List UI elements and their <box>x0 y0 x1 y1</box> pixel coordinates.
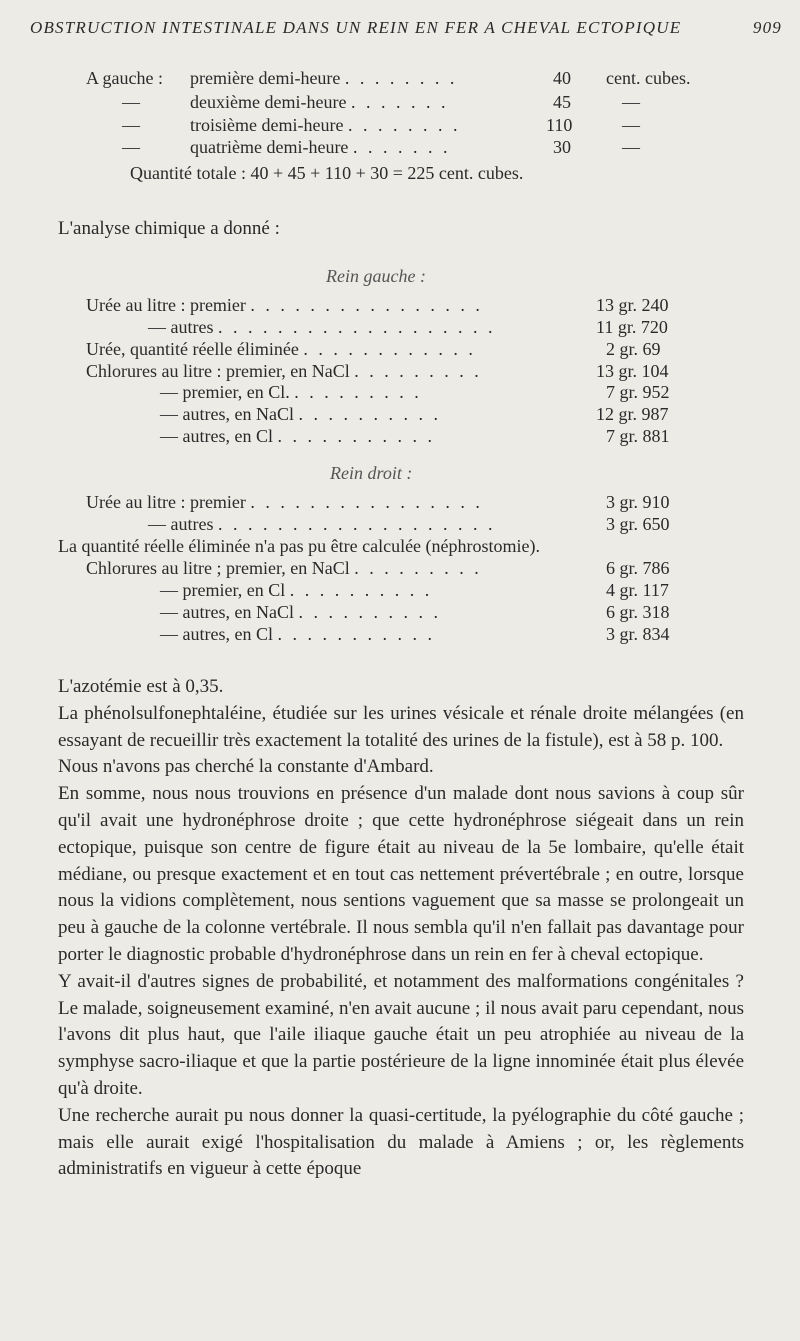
table-row: Urée, quantité réelle éliminée . . . . . . . . . . . . <box>86 339 476 359</box>
volume-label: quatrième demi-heure <box>190 137 349 157</box>
row-value: 7 gr. 881 <box>606 426 670 446</box>
volume-label: première demi-heure <box>190 68 341 88</box>
right-kidney-title: Rein droit : <box>330 463 413 483</box>
volume-value: 110 <box>546 115 573 135</box>
paragraph: Y avait-il d'autres signes de probabilité, et notamment des malformations congénitales ? Le malade, soigneusement examiné, n'en avait aucune ; il nous avait paru cependant, nous l'avons dit plus haut, que l'aile iliaque gauche était un peu atrophiée au niveau de la symphyse sacro-iliaque et que la partie postérieure de la ligne innominée était plus élevée qu'à droite. <box>58 970 744 1099</box>
row-value: 2 gr. 69 <box>606 339 661 359</box>
volume-value: 40 <box>553 68 571 88</box>
table-row: — autres . . . . . . . . . . . . . . . . . . . <box>148 514 496 534</box>
table-row: — autres, en NaCl . . . . . . . . . . <box>160 602 441 622</box>
paragraph: Une recherche aurait pu nous donner la quasi-certitude, la pyélographie du côté gauche ; mais elle aurait exigé l'hospitalisation du malade à Amiens ; or, les règlements administratifs en vigueur à cette époque <box>58 1104 744 1180</box>
table-row: — premier, en Cl . . . . . . . . . . <box>160 580 433 600</box>
table-row: Chlorures au litre : premier, en NaCl . . . . . . . . . <box>86 361 482 381</box>
volume-label: troisième demi-heure <box>190 115 344 135</box>
body-text <box>58 674 744 1183</box>
row-value: 6 gr. 786 <box>606 558 670 578</box>
running-title: OBSTRUCTION INTESTINALE DANS UN REIN EN FER A CHEVAL ECTOPIQUE <box>30 18 682 37</box>
running-header <box>30 18 782 38</box>
table-row: — autres, en NaCl . . . . . . . . . . <box>160 404 441 424</box>
volume-label: deuxième demi-heure <box>190 92 347 112</box>
row-value: 6 gr. 318 <box>606 602 670 622</box>
table-row: — autres . . . . . . . . . . . . . . . . . . . <box>148 317 496 337</box>
row-value: 7 gr. 952 <box>606 382 670 402</box>
row-value: 13 gr. 104 <box>596 361 669 381</box>
row-value: 11 gr. 720 <box>596 317 668 337</box>
row-value: 3 gr. 650 <box>606 514 670 534</box>
table-row: Chlorures au litre ; premier, en NaCl . . . . . . . . . <box>86 558 482 578</box>
table-row: — autres, en Cl . . . . . . . . . . . <box>160 426 435 446</box>
paragraph: La phénolsulfonephtaléine, étudiée sur les urines vésicale et rénale droite mélangées (en essayant de recueillir très exactement la totalité des urines de la fistule), est à 58 p. 100. <box>58 702 744 751</box>
table-row: — autres, en Cl . . . . . . . . . . . <box>160 624 435 644</box>
volume-value: 45 <box>553 92 571 112</box>
table-note: La quantité réelle éliminée n'a pas pu être calculée (néphrostomie). <box>58 536 541 556</box>
book-page: OBSTRUCTION INTESTINALE DANS UN REIN EN FER A CHEVAL ECTOPIQUE 909 A gauche : première demi-heure . . . . . . . . 40 cent. cubes. — deuxième demi-heure . . . . . . . 45 — — troisième demi-heure . . . . . . . . 110 — — quatrième demi-heure . . . . . . . 30 — Quantité totale : 40 + 45 + 110 + 30 = 225 cent. cubes. L'analyse chimique a donné : Rein gauche : Urée au litre : premier . . . . . . . . . . . . . . . . 13 gr. 240 — autres . . . . . . . . . . . . . . . . . . . 11 gr. 720 Urée, quantité réelle éliminée . . . . . . . . . . . . 2 gr. 69 Chlorures au litre : premier, en NaCl . . . . . . . . . 13 gr. 104 — premier, en Cl. . . . . . . . . . 7 gr. 952 — autres, en NaCl . . . . . . . . . . 12 gr. 987 — autres, en Cl . . . . . . . . . . . 7 gr. 881 Rein droit : Urée au litre : premier . . . . . . . . . . . . . . . . 3 gr. 910 — autres . . . . . . . . . . . . . . . . . . . 3 gr. 650 La quantité réelle éliminée n'a pas pu être calculée (néphrostomie). Chlorures au litre ; premier, en NaCl . . . . . . . . . 6 gr. 786 — premier, en Cl . . . . . . . . . . 4 gr. 117 — autres, en NaCl . . . . . . . . . . 6 gr. 318 — autres, en Cl . . . . . . . . . . . 3 gr. 834 L'azotémie est à 0,35. La phénolsulfonephtaléine, étudiée sur les urines vésicale et rénale droite mélangées (en essayant de recueillir très exactement la totalité des urines de la fistule), est à 58 p. 100. Nous n'avons pas cherché la constante d'Ambard. En somme, nous nous trouvions en présence d'un malade dont nous savions à coup sûr qu'il avait une hydronéphrose droite ; que cette hydronéphrose siégeait dans un rein ectopique, puisque son centre de figure était au niveau de la 5e lombaire, qu'elle était médiane, ou presque exactement et en tout cas nettement prévertébrale ; en outre, lorsque nous la vidions complètement, nous sentions vaguement que sa masse se prolongeait un peu à gauche de la colonne vertébrale. Il nous sembla qu'il n'en fallait pas davantage pour porter le diagnostic probable d'hydronéphrose dans un rein en fer à cheval ectopique. Y avait-il d'autres signes de probabilité, et notamment des malformations congénitales ? Le malade, soigneusement examiné, n'en avait aucune ; il nous avait paru cependant, nous l'avons dit plus haut, que l'aile iliaque gauche était un peu atrophiée au niveau de la symphyse sacro-iliaque et que la partie postérieure de la ligne innominée était plus élevée qu'à droite. Une recherche aurait pu nous donner la quasi-certitude, la pyélographie du côté gauche ; mais elle aurait exigé l'hospitalisation du malade à Amiens ; or, les règlements administratifs en vigueur à cette époque <box>0 0 800 1341</box>
volume-unit: — <box>622 137 640 157</box>
volume-unit: — <box>622 115 640 135</box>
row-value: 3 gr. 910 <box>606 492 670 512</box>
volume-total: Quantité totale : 40 + 45 + 110 + 30 = 225 cent. cubes. <box>130 163 524 183</box>
row-value: 13 gr. 240 <box>596 295 669 315</box>
paragraph: Nous n'avons pas cherché la constante d'Ambard. <box>58 756 434 778</box>
volume-unit: cent. cubes. <box>606 68 691 88</box>
paragraph: L'azotémie est à 0,35. <box>58 676 224 697</box>
row-value: 4 gr. 117 <box>606 580 669 600</box>
table-row: Urée au litre : premier . . . . . . . . . . . . . . . . <box>86 295 483 315</box>
table-row: — premier, en Cl. . . . . . . . . . <box>160 382 422 402</box>
table-row: Urée au litre : premier . . . . . . . . . . . . . . . . <box>86 492 483 512</box>
paragraph: En somme, nous nous trouvions en présence d'un malade dont nous savions à coup sûr qu'il avait une hydronéphrose droite ; que cette hydronéphrose siégeait dans un rein ectopique, puisque son centre de figure était au niveau de la 5e lombaire, qu'elle était médiane, ou presque exactement et en tout cas nettement prévertébrale ; en outre, lorsque nous la vidions complètement, nous sentions vaguement que sa masse se prolongeait un peu à gauche de la colonne vertébrale. Il nous sembla qu'il n'en fallait pas davantage pour porter le diagnostic probable d'hydronéphrose dans un rein en fer à cheval ectopique. <box>58 783 744 965</box>
page-number: 909 <box>752 18 782 37</box>
volume-unit: — <box>622 92 640 112</box>
row-value: 3 gr. 834 <box>606 624 670 644</box>
volume-row: A gauche : <box>86 68 163 88</box>
volume-value: 30 <box>553 137 571 157</box>
left-kidney-title: Rein gauche : <box>326 266 426 286</box>
row-value: 12 gr. 987 <box>596 404 669 424</box>
analysis-intro: L'analyse chimique a donné : <box>58 218 280 239</box>
